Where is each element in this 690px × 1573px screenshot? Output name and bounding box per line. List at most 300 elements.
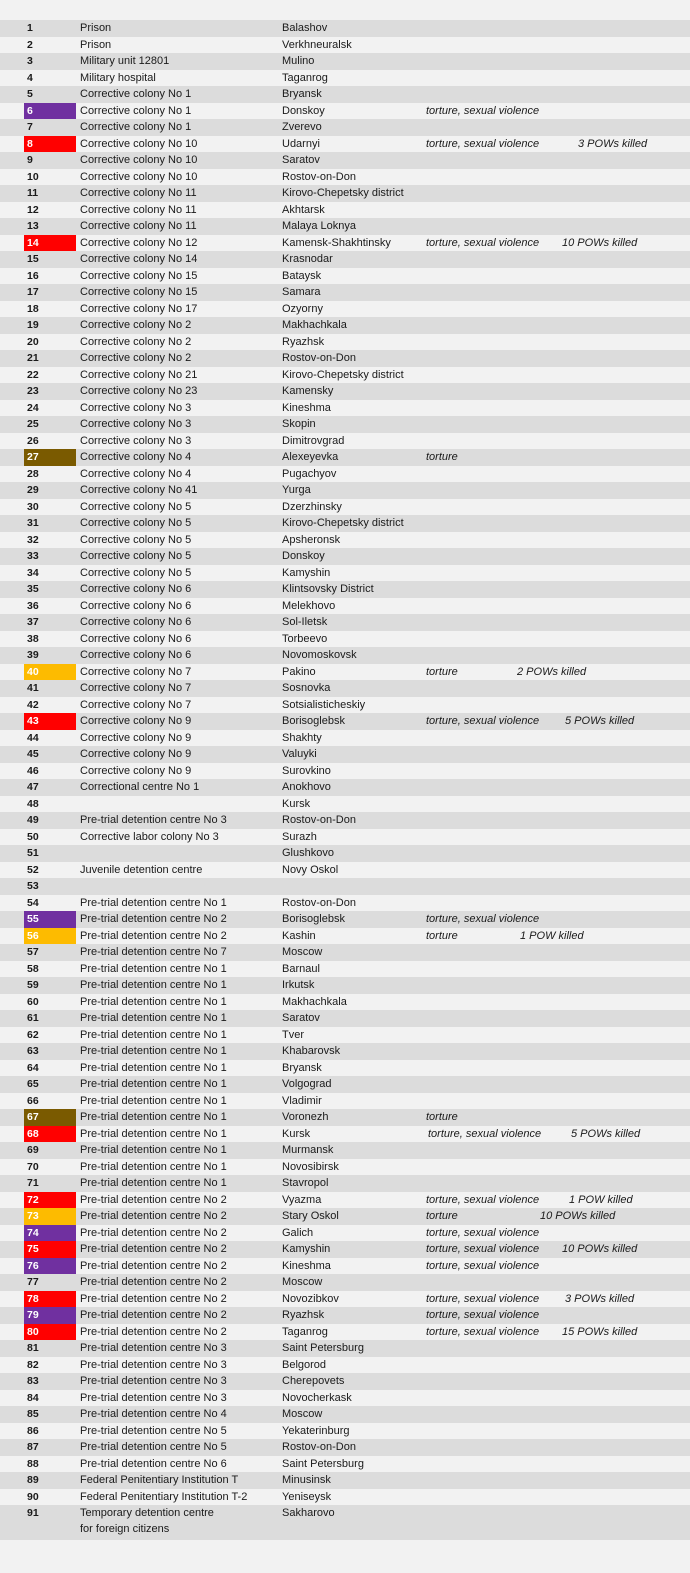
row-number: 3 [27, 55, 33, 67]
row-number: 78 [24, 1291, 76, 1308]
table-row [0, 433, 690, 450]
institution-name: Corrective colony No 7 [80, 665, 192, 678]
abuse-type: torture [426, 929, 458, 942]
location-name: Kursk [282, 797, 311, 810]
pows-killed: 5 POWs killed [571, 1127, 641, 1140]
institution-name: Corrective colony No 14 [80, 253, 198, 265]
location-name: Minusinsk [282, 1474, 331, 1486]
table-row [0, 449, 690, 466]
table-row [0, 961, 690, 978]
location-name: Ryazhsk [282, 335, 325, 348]
row-number: 30 [27, 500, 39, 513]
row-number: 80 [24, 1324, 76, 1341]
table-row [0, 103, 690, 120]
location-name: Novosibirsk [282, 1160, 339, 1173]
table-row [0, 1076, 690, 1093]
table-row [0, 1258, 690, 1275]
row-number: 64 [27, 1061, 39, 1074]
institution-name: Corrective colony No 21 [80, 368, 198, 381]
location-name: Makhachkala [282, 319, 347, 331]
table-row [0, 383, 690, 400]
location-name: Zverevo [282, 121, 322, 133]
row-number: 84 [27, 1391, 39, 1404]
table-row [0, 218, 690, 235]
location-name: Donskoy [282, 550, 325, 562]
institution-name: Correctional centre No 1 [80, 781, 200, 793]
table-row [0, 416, 690, 433]
table-row [0, 1340, 690, 1357]
table-row [0, 1225, 690, 1242]
location-name: Yekaterinburg [282, 1424, 350, 1437]
row-number: 4 [27, 71, 33, 84]
row-number: 40 [24, 664, 76, 681]
location-name: Moscow [282, 946, 323, 958]
row-number: 52 [27, 863, 39, 876]
table-row [0, 1423, 690, 1440]
row-number: 27 [24, 449, 76, 466]
institution-name: Pre-trial detention centre No 4 [80, 1408, 227, 1420]
location-name: Ryazhsk [282, 1309, 325, 1321]
location-name: Sakharovo [282, 1507, 335, 1519]
row-number: 33 [27, 550, 39, 562]
location-name: Moscow [282, 1408, 323, 1420]
row-number: 24 [27, 401, 39, 414]
institution-name: Corrective colony No 11 [80, 203, 197, 216]
table-row [0, 1175, 690, 1192]
abuse-type: torture, sexual violence [426, 1243, 540, 1255]
institution-name: Pre-trial detention centre No 1 [80, 1144, 227, 1156]
institution-name: Corrective colony No 5 [80, 533, 192, 546]
institution-name: Corrective colony No 11 [80, 187, 197, 199]
institution-name: Pre-trial detention centre No 2 [80, 1309, 227, 1321]
table-row [0, 548, 690, 565]
location-name: Rostov-on-Don [282, 170, 356, 183]
row-number: 36 [27, 599, 39, 612]
pows-killed: 1 POW killed [569, 1193, 633, 1206]
location-name: Kursk [282, 1127, 311, 1140]
location-name: Taganrog [282, 1325, 328, 1338]
location-name: Voronezh [282, 1111, 329, 1123]
detention-table [0, 20, 690, 1540]
institution-name: Pre-trial detention centre No 3 [80, 1358, 227, 1371]
institution-name: Corrective colony No 5 [80, 517, 192, 529]
institution-name: Corrective colony No 6 [80, 583, 192, 595]
abuse-type: torture, sexual violence [428, 1127, 542, 1140]
table-row [0, 515, 690, 532]
table-row [0, 119, 690, 136]
location-name: Kineshma [282, 401, 331, 414]
institution-name: Corrective colony No 6 [80, 599, 192, 612]
row-number: 51 [27, 847, 39, 859]
row-number: 25 [27, 418, 39, 430]
table-row [0, 763, 690, 780]
row-number: 34 [27, 566, 39, 579]
abuse-type: torture, sexual violence [426, 913, 540, 925]
location-name: Sotsialisticheskiy [282, 698, 366, 711]
row-number: 48 [27, 797, 39, 810]
table-row [0, 1159, 690, 1176]
institution-name: Corrective colony No 3 [80, 434, 192, 447]
institution-name: Corrective colony No 12 [80, 236, 198, 249]
table-row [0, 482, 690, 499]
location-name: Udarnyi [282, 137, 320, 150]
institution-name: Temporary detention centre for foreign citizens [80, 1507, 214, 1535]
institution-name: Pre-trial detention centre No 2 [80, 1226, 227, 1239]
institution-name: Corrective labor colony No 3 [80, 830, 219, 843]
table-row [0, 202, 690, 219]
location-name: Yeniseysk [282, 1490, 332, 1503]
row-number: 32 [27, 533, 39, 546]
location-name: Apsheronsk [282, 533, 341, 546]
institution-name: Corrective colony No 2 [80, 335, 192, 348]
pows-killed: 2 POWs killed [517, 665, 587, 678]
table-row [0, 350, 690, 367]
row-number: 73 [24, 1208, 76, 1225]
institution-name: Corrective colony No 5 [80, 500, 192, 513]
location-name: Stary Oskol [282, 1210, 339, 1222]
institution-name: Pre-trial detention centre No 1 [80, 1061, 227, 1074]
location-name: Bataysk [282, 269, 322, 282]
row-number: 26 [27, 434, 39, 447]
table-row [0, 466, 690, 483]
row-number: 18 [27, 302, 39, 315]
table-row [0, 647, 690, 664]
table-row [0, 829, 690, 846]
table-row [0, 70, 690, 87]
row-number: 6 [24, 103, 76, 120]
location-name: Makhachkala [282, 995, 347, 1008]
location-name: Rostov-on-Don [282, 352, 356, 364]
table-row [0, 796, 690, 813]
table-row [0, 1142, 690, 1159]
row-number: 38 [27, 632, 39, 645]
pows-killed: 3 POWs killed [565, 1292, 635, 1305]
location-name: Novy Oskol [282, 863, 339, 876]
location-name: Balashov [282, 22, 328, 34]
row-number: 37 [27, 616, 39, 628]
table-row [0, 1406, 690, 1423]
table-row [0, 812, 690, 829]
location-name: Valuyki [282, 748, 317, 760]
location-name: Melekhovo [282, 599, 336, 612]
institution-name: Pre-trial detention centre No 5 [80, 1441, 227, 1453]
institution-name: Corrective colony No 4 [80, 451, 192, 463]
pows-killed: 1 POW killed [520, 929, 584, 942]
institution-name: Corrective colony No 3 [80, 418, 192, 430]
row-number: 89 [27, 1474, 39, 1486]
institution-name: Corrective colony No 7 [80, 682, 192, 694]
location-name: Volgograd [282, 1078, 332, 1090]
location-name: Sol-Iletsk [282, 616, 328, 628]
row-number: 81 [27, 1342, 39, 1354]
table-row [0, 895, 690, 912]
table-row [0, 400, 690, 417]
row-number: 12 [27, 203, 39, 216]
institution-name: Pre-trial detention centre No 1 [80, 979, 227, 991]
row-number: 10 [27, 170, 39, 183]
abuse-type: torture, sexual violence [426, 1259, 540, 1272]
pows-killed: 10 POWs killed [540, 1210, 616, 1222]
row-number: 57 [27, 946, 39, 958]
table-row [0, 779, 690, 796]
institution-name: Pre-trial detention centre No 1 [80, 896, 227, 909]
institution-name: Corrective colony No 3 [80, 401, 192, 414]
row-number: 41 [27, 682, 39, 694]
table-row [0, 581, 690, 598]
location-name: Alexeyevka [282, 451, 339, 463]
row-number: 9 [27, 154, 33, 166]
institution-name: Corrective colony No 11 [80, 220, 197, 232]
table-row [0, 1456, 690, 1473]
row-number: 79 [24, 1307, 76, 1324]
row-number: 8 [24, 136, 76, 153]
location-name: Stavropol [282, 1177, 329, 1189]
table-row [0, 928, 690, 945]
table-row [0, 86, 690, 103]
institution-name: Prison [80, 38, 112, 51]
row-number: 70 [27, 1160, 39, 1173]
location-name: Bryansk [282, 1061, 322, 1074]
row-number: 86 [27, 1424, 39, 1437]
institution-name: Corrective colony No 1 [80, 88, 192, 100]
row-number: 35 [27, 583, 39, 595]
location-name: Torbeevo [282, 632, 328, 645]
institution-name: Pre-trial detention centre No 1 [80, 1177, 227, 1189]
location-name: Kamensky [282, 385, 334, 397]
location-name: Moscow [282, 1276, 323, 1288]
abuse-type: torture, sexual violence [426, 1226, 540, 1239]
location-name: Krasnodar [282, 253, 333, 265]
table-row [0, 37, 690, 54]
row-number: 87 [27, 1441, 39, 1453]
institution-name: Pre-trial detention centre No 2 [80, 1325, 227, 1338]
abuse-type: torture [426, 1111, 458, 1123]
row-number: 19 [27, 319, 39, 331]
table-row [0, 977, 690, 994]
institution-name: Corrective colony No 6 [80, 632, 192, 645]
row-number: 15 [27, 253, 39, 265]
institution-name: Pre-trial detention centre No 1 [80, 1028, 227, 1041]
table-row [0, 1373, 690, 1390]
table-row [0, 499, 690, 516]
table-row [0, 730, 690, 747]
location-name: Kamensk-Shakhtinsky [282, 236, 391, 249]
pows-killed: 15 POWs killed [562, 1325, 638, 1338]
institution-name: Corrective colony No 2 [80, 352, 192, 364]
institution-name: Pre-trial detention centre No 1 [80, 1160, 227, 1173]
institution-name: Pre-trial detention centre No 3 [80, 814, 227, 826]
table-row [0, 284, 690, 301]
institution-name: Juvenile detention centre [80, 863, 203, 876]
table-row [0, 1307, 690, 1324]
location-name: Akhtarsk [282, 203, 325, 216]
row-number: 39 [27, 649, 39, 661]
row-number: 61 [27, 1012, 39, 1024]
location-name: Kashin [282, 929, 316, 942]
row-number: 85 [27, 1408, 39, 1420]
row-number: 90 [27, 1490, 39, 1503]
location-name: Saratov [282, 154, 320, 166]
institution-name: Pre-trial detention centre No 3 [80, 1391, 227, 1404]
location-name: Cherepovets [282, 1375, 345, 1387]
institution-name: Pre-trial detention centre No 2 [80, 1243, 227, 1255]
row-number: 72 [24, 1192, 76, 1209]
abuse-type: torture, sexual violence [426, 104, 540, 117]
row-number: 42 [27, 698, 39, 711]
table-row [0, 1274, 690, 1291]
institution-name: Federal Penitentiary Institution T-2 [80, 1490, 248, 1503]
location-name: Tver [282, 1028, 304, 1041]
table-row [0, 631, 690, 648]
row-number: 29 [27, 484, 39, 496]
location-name: Sosnovka [282, 682, 331, 694]
row-number: 45 [27, 748, 39, 760]
location-name: Kineshma [282, 1259, 331, 1272]
table-row [0, 746, 690, 763]
row-number: 83 [27, 1375, 39, 1387]
row-number: 47 [27, 781, 39, 793]
location-name: Pugachyov [282, 467, 337, 480]
row-number: 53 [27, 880, 39, 892]
row-number: 58 [27, 962, 39, 975]
table-row [0, 334, 690, 351]
row-number: 23 [27, 385, 39, 397]
location-name: Kamyshin [282, 566, 331, 579]
location-name: Donskoy [282, 104, 325, 117]
row-number: 21 [27, 352, 39, 364]
abuse-type: torture, sexual violence [426, 236, 540, 249]
location-name: Irkutsk [282, 979, 315, 991]
table-row [0, 598, 690, 615]
institution-name: Corrective colony No 15 [80, 269, 198, 282]
row-number: 71 [27, 1177, 39, 1189]
institution-name: Pre-trial detention centre No 1 [80, 1127, 227, 1140]
location-name: Dimitrovgrad [282, 434, 345, 447]
location-name: Kirovo-Chepetsky district [282, 187, 404, 199]
location-name: Novocherkask [282, 1391, 352, 1404]
table-row [0, 1505, 690, 1540]
institution-name: Pre-trial detention centre No 1 [80, 1111, 227, 1123]
institution-name: Pre-trial detention centre No 1 [80, 1094, 227, 1107]
location-name: Kirovo-Chepetsky district [282, 517, 404, 529]
location-name: Bryansk [282, 88, 322, 100]
table-row [0, 697, 690, 714]
location-name: Rostov-on-Don [282, 896, 356, 909]
row-number: 55 [24, 911, 76, 928]
location-name: Yurga [282, 484, 311, 496]
institution-name: Pre-trial detention centre No 3 [80, 1342, 227, 1354]
institution-name: Military unit 12801 [80, 55, 170, 67]
table-row [0, 268, 690, 285]
row-number: 7 [27, 121, 33, 133]
location-name: Malaya Loknya [282, 220, 356, 232]
table-row [0, 1126, 690, 1143]
table-row [0, 713, 690, 730]
institution-name: Corrective colony No 10 [80, 170, 198, 183]
row-number: 20 [27, 335, 39, 348]
row-number: 11 [27, 187, 39, 199]
institution-name: Pre-trial detention centre No 1 [80, 1012, 227, 1024]
row-number: 17 [27, 286, 39, 298]
table-row [0, 1093, 690, 1110]
table-row [0, 862, 690, 879]
table-row [0, 1109, 690, 1126]
table-row [0, 152, 690, 169]
abuse-type: torture [426, 451, 458, 463]
row-number: 88 [27, 1457, 39, 1470]
table-row [0, 169, 690, 186]
institution-name: Pre-trial detention centre No 7 [80, 946, 227, 958]
row-number: 44 [27, 731, 39, 744]
row-number: 31 [27, 517, 39, 529]
row-number: 22 [27, 368, 39, 381]
institution-name: Pre-trial detention centre No 2 [80, 1292, 227, 1305]
table-row [0, 251, 690, 268]
table-row [0, 565, 690, 582]
row-number: 54 [27, 896, 39, 909]
institution-name: Corrective colony No 7 [80, 698, 192, 711]
row-number: 59 [27, 979, 39, 991]
table-row [0, 1192, 690, 1209]
table-row [0, 878, 690, 895]
table-row [0, 136, 690, 153]
table-row [0, 1060, 690, 1077]
table-row [0, 20, 690, 37]
abuse-type: torture [426, 665, 458, 678]
row-number: 46 [27, 764, 39, 777]
institution-name: Corrective colony No 2 [80, 319, 192, 331]
location-name: Anokhovo [282, 781, 331, 793]
location-name: Verkhneuralsk [282, 38, 352, 51]
abuse-type: torture, sexual violence [426, 715, 540, 727]
location-name: Taganrog [282, 71, 328, 84]
institution-name: Corrective colony No 6 [80, 616, 192, 628]
table-row [0, 1390, 690, 1407]
row-number: 14 [24, 235, 76, 252]
location-name: Novozibkov [282, 1292, 339, 1305]
table-row [0, 1027, 690, 1044]
location-name: Ozyorny [282, 302, 323, 315]
table-row [0, 1241, 690, 1258]
institution-name: Corrective colony No 4 [80, 467, 192, 480]
row-number: 60 [27, 995, 39, 1008]
table-row [0, 1291, 690, 1308]
institution-name: Pre-trial detention centre No 1 [80, 1045, 227, 1057]
pows-killed: 5 POWs killed [565, 715, 635, 727]
table-row [0, 1208, 690, 1225]
table-row [0, 53, 690, 70]
row-number: 56 [24, 928, 76, 945]
table-row [0, 944, 690, 961]
row-number: 43 [24, 713, 76, 730]
location-name: Vyazma [282, 1193, 322, 1206]
row-number: 63 [27, 1045, 39, 1057]
table-row [0, 532, 690, 549]
institution-name-line2: for foreign citizens [80, 1522, 170, 1535]
location-name: Barnaul [282, 962, 320, 975]
location-name: Klintsovsky District [282, 583, 374, 595]
location-name: Mulino [282, 55, 315, 67]
location-name: Novomoskovsk [282, 649, 357, 661]
institution-name: Corrective colony No 10 [80, 154, 198, 166]
location-name: Skopin [282, 418, 316, 430]
row-number: 68 [24, 1126, 76, 1143]
institution-name: Corrective colony No 9 [80, 748, 192, 760]
location-name: Khabarovsk [282, 1045, 341, 1057]
table-row [0, 1043, 690, 1060]
institution-name: Prison [80, 22, 112, 34]
institution-name: Corrective colony No 5 [80, 550, 192, 562]
